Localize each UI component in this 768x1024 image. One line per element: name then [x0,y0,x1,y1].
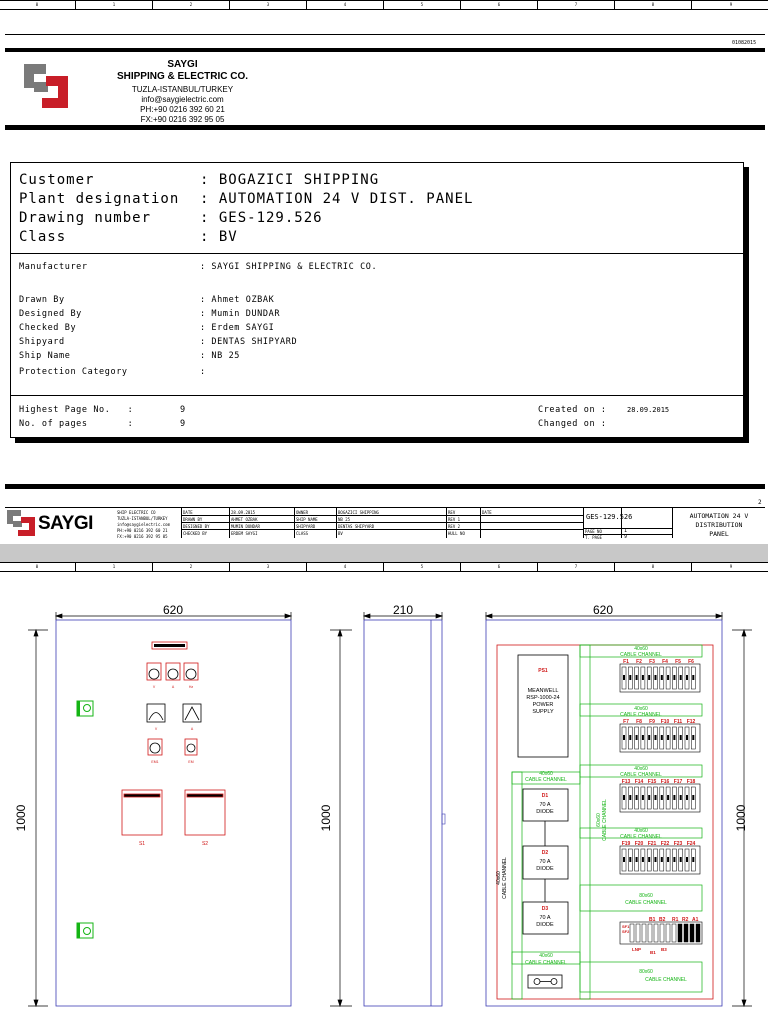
page-number: 2 [758,499,762,506]
fuse-terminal-dot [629,795,631,800]
fuse-terminal-dot [661,735,663,740]
channel-label: CABLE CHANNEL [645,977,687,983]
tb-title-line: PANEL [709,530,729,538]
ship-name-label: Ship Name [19,351,71,361]
side-height-dim: 1000 [319,804,333,832]
tb-designed-value: MUMIN DUNDAR [231,524,260,529]
fuse-terminal-dot [680,675,682,680]
fuse-terminal-dot [623,857,625,862]
fuse-label: F12 [686,719,696,725]
changed-on-label: Changed on : [538,419,607,429]
diode-label: DIODE [536,866,554,872]
side-panel [364,620,442,1006]
relay-terminal [648,924,652,942]
button-label: EM1 [151,760,159,764]
power-supply-id: PS1 [538,668,548,674]
ruler-mark: 6 [497,564,501,569]
manufacturer-value: : SAYGI SHIPPING & ELECTRIC CO. [200,262,378,272]
channel-label: CABLE CHANNEL [502,857,508,899]
class-label: Class [19,229,67,245]
fuse-terminal-dot [629,735,631,740]
relay-label: SF2 [622,929,630,934]
designed-by-value: : Mumin DUNDAR [200,309,281,319]
protection-category-value: : [200,367,206,377]
fuse-terminal-dot [636,735,638,740]
fuse-terminal-dot [661,795,663,800]
tb-rev1-label: REV 1 [448,517,461,522]
company-phone: PH:+90 0216 392 60 21 [140,105,225,114]
saygi-logo-icon [24,64,70,112]
fuse-terminal-dot [636,675,638,680]
channel-label: CABLE CHANNEL [620,772,662,778]
fuse-terminal-dot [629,675,631,680]
created-on-label: Created on : [538,405,607,415]
fuse-terminal-dot [623,675,625,680]
channel-label: CABLE CHANNEL [602,799,608,841]
relay-label: R1 [672,917,679,923]
interior-view [486,612,752,1006]
tb-rev-label: REV [448,510,456,515]
diode-rating: 70 A [539,859,551,865]
fuse-terminal-dot [623,735,625,740]
relay-terminal-row [620,922,702,944]
page-gap [0,544,768,562]
ruler-mark: 3 [266,564,270,569]
shipyard-label: Shipyard [19,337,65,347]
fuse-terminal-dot [673,795,675,800]
drawing-number-label: Drawing number [19,210,152,226]
fuse-terminal-dot [642,735,644,740]
fuse-terminal-dot [680,857,682,862]
relay-terminal [654,924,658,942]
indicator-label: A [190,727,194,731]
tb-company-line: TUZLA-ISTANBUL/TURKEY [117,516,168,521]
fuse-terminal-dot [642,857,644,862]
power-supply-line: MEANWELL [527,688,559,694]
diode-rating: 70 A [539,802,551,808]
diode-label: DIODE [536,922,554,928]
fuse-terminal-dot [680,795,682,800]
tb-hull-label: HULL NO [448,531,465,536]
relay-label: R2 [682,917,689,923]
tb-checked-value: ERDEM SAYGI [231,531,258,536]
fuse-terminal-dot [642,675,644,680]
relay-terminal [630,924,634,942]
fuse-label: F4 [662,659,668,665]
diode-id: D2 [541,850,549,856]
fuse-terminal-dot [692,675,694,680]
highest-page-value: 9 [180,405,186,415]
tb-checked-label: CHECKED BY [183,531,208,536]
tb-company-line: info@saygielectric.com [117,522,170,527]
tb-shipyard-label: SHIPYARD [296,524,316,529]
checked-by-value: : Erdem SAYGI [200,323,275,333]
channel-label: 40x60 [634,706,648,712]
fuse-terminal-dot [667,735,669,740]
manufacturer-label: Manufacturer [19,262,88,272]
ship-name-value: : NB 25 [200,351,241,361]
diode-id: D3 [541,906,549,912]
fuse-terminal-dot [667,675,669,680]
meter-row [147,663,198,680]
channel-label: 80x60 [639,893,653,899]
meter-label: A [171,685,175,689]
fuse-terminal-dot [661,675,663,680]
ruler-mark: 7 [574,2,578,7]
diode-id: D1 [541,793,549,799]
channel-label: 40x60 [539,771,553,777]
fuse-label: F19 [621,841,631,847]
tb-total-label: T. PAGE [585,535,602,540]
fuse-label: F22 [660,841,670,847]
ruler-mark: 6 [497,2,501,7]
drawn-by-label: Drawn By [19,295,65,305]
channel-label: 40x60 [496,871,502,885]
channel-label: CABLE CHANNEL [620,834,662,840]
front-height-dim: 1000 [14,804,28,832]
company-name: SAYGI [167,59,198,70]
ruler-mark: 3 [266,2,270,7]
fuse-label: F21 [647,841,657,847]
relay-terminal [690,924,694,942]
front-width-dim: 620 [162,603,184,617]
fuse-terminal-dot [629,857,631,862]
button-label: EM [188,760,194,764]
indicator-label: V [154,727,158,731]
power-supply-line: POWER [532,702,554,708]
power-supply-line: RSP-1000-24 [526,695,560,701]
relay-label: B2 [659,917,666,923]
fuse-label: F24 [686,841,696,847]
channel-label: CABLE CHANNEL [620,712,662,718]
panel-layout-sheet [0,562,768,1024]
relay-label: B1 [650,950,656,955]
title-block-logo-icon [7,510,37,538]
tb-title-line: DISTRIBUTION [695,521,743,529]
fuse-terminal-dot [648,735,650,740]
ruler-mark: 8 [651,564,655,569]
fuse-terminal-dot [680,735,682,740]
diode-rating: 70 A [539,915,551,921]
fuse-terminal-dot [686,675,688,680]
ruler-mark: 9 [729,2,733,7]
fuse-label: F17 [673,779,683,785]
fuse-label: F13 [621,779,631,785]
ruler-mark: 7 [574,564,578,569]
diode-label: DIODE [536,809,554,815]
handle-icon [528,975,562,988]
fuse-terminal-dot [655,857,657,862]
fuse-terminal-dot [655,795,657,800]
relay-label: B3 [661,947,667,952]
relay-terminal [684,924,688,942]
tb-owner-label: OWNER [296,510,309,515]
fuse-terminal-dot [642,795,644,800]
relay-terminal [642,924,646,942]
fuse-terminal-dot [655,675,657,680]
ruler-mark: 0 [35,2,39,7]
fuse-label: F5 [675,659,681,665]
company-email: info@saygielectric.com [141,95,224,104]
column-ruler [0,0,768,10]
no-of-pages-value: 9 [180,419,186,429]
fuse-label: F16 [660,779,670,785]
relay-terminal [660,924,664,942]
fuse-label: F7 [623,719,629,725]
meter-label: Hz [188,685,194,689]
side-view [330,612,442,1006]
fuse-terminal-dot [673,857,675,862]
fuse-terminal-dot [655,735,657,740]
customer-value: : BOGAZICI SHIPPING [200,172,380,188]
fuse-terminal-dot [661,857,663,862]
tb-company-line: SHIP ELECTRIC CO [117,510,156,515]
company-subname: SHIPPING & ELECTRIC CO. [116,71,249,82]
drawing-number-value: : GES-129.526 [200,210,323,226]
fuse-label: F20 [634,841,644,847]
ruler-mark: 4 [343,2,347,7]
fuse-terminal-dot [686,735,688,740]
relay-terminal [636,924,640,942]
relay-terminal [696,924,700,942]
switch-label: S1 [138,841,146,847]
panel-drawing [0,562,768,1024]
fuse-terminal-dot [667,857,669,862]
tb-rev-date-label: DATE [482,510,492,515]
tb-class-value: BV [338,531,343,536]
tb-page-value: 1 [624,528,628,534]
relay-terminal [666,924,670,942]
protection-category-label: Protection Category [19,367,128,377]
tb-date-label: DATE [183,510,193,515]
tb-ship-label: SHIP NAME [296,517,318,522]
switch-label: S2 [201,841,209,847]
fuse-terminal-dot [692,735,694,740]
lock-icon [77,701,93,938]
class-value: : BV [200,229,238,245]
fuse-label: F8 [636,719,642,725]
relay-terminal [672,924,676,942]
fuse-terminal-dot [636,795,638,800]
fuse-label: F3 [649,659,655,665]
title-block-logo-text: SAYGI [38,513,93,534]
meter-label: V [152,685,156,689]
highest-page-label: Highest Page No. : [19,405,134,415]
fuse-label: F2 [636,659,642,665]
no-of-pages-label: No. of pages : [19,419,134,429]
tb-date-value: 28.09.2015 [231,510,256,515]
tb-total-value: 9 [624,534,628,540]
tb-owner-value: BOGAZICI SHIPPING [338,510,379,515]
relay-label: A1 [692,917,699,923]
tb-page-label: PAGE NO [585,529,602,534]
ruler-mark: 1 [112,564,116,569]
channel-label: 40x60 [634,828,648,834]
fuse-terminal-dot [673,675,675,680]
relay-label: SF1 [622,924,630,929]
ruler-mark: 9 [729,564,733,569]
fuse-label: F18 [686,779,696,785]
checked-by-label: Checked By [19,323,77,333]
relay-label: LNP [632,947,641,952]
customer-label: Customer [19,172,95,188]
fuse-terminal-dot [686,857,688,862]
fuse-terminal-dot [636,857,638,862]
fuse-terminal-dot [648,857,650,862]
fuse-terminal-dot [648,795,650,800]
relay-label: B1 [649,917,656,923]
ruler-mark: 4 [343,564,347,569]
ruler-mark: 1 [112,2,116,7]
ruler-mark: 5 [420,2,424,7]
interior-width-dim: 620 [592,603,614,617]
tb-rev2-label: REV 2 [448,524,461,529]
relay-terminal [678,924,682,942]
ruler-mark: 0 [35,564,39,569]
channel-label: CABLE CHANNEL [525,960,567,966]
fuse-terminal-dot [686,795,688,800]
channel-label: 40x60 [539,953,553,959]
channel-label: CABLE CHANNEL [525,777,567,783]
interior-height-dim: 1000 [734,804,748,832]
fuse-label: F11 [673,719,683,725]
fuse-label: F6 [688,659,694,665]
tb-drawing-number: GES-129.526 [586,513,633,521]
tb-drawn-label: DRAWN BY [183,517,203,522]
created-on-value: 28.09.2015 [627,406,670,414]
front-view [28,612,291,1006]
ruler-mark: 2 [189,564,193,569]
fuse-label: F9 [649,719,655,725]
fuse-terminal-dot [673,735,675,740]
side-width-dim: 210 [392,603,414,617]
fuse-terminal-dot [692,857,694,862]
fuse-terminal-dot [692,795,694,800]
fuse-label: F23 [673,841,683,847]
tb-company-line: PH:+90 0216 392 60 21 [117,528,168,533]
tb-drawn-value: AHMET OZBAK [231,517,258,522]
channel-label: 80x60 [639,969,653,975]
designed-by-label: Designed By [19,309,82,319]
power-supply-line: SUPPLY [532,709,554,715]
company-address: TUZLA-ISTANBUL/TURKEY [131,85,234,94]
document-code: 01082015 [732,40,757,46]
shipyard-value: : DENTAS SHIPYARD [200,337,298,347]
fuse-label: F15 [647,779,657,785]
ruler-mark: 5 [420,564,424,569]
channel-label: 60x60 [596,813,602,827]
plant-designation-label: Plant designation [19,191,180,207]
tb-company-line: FX:+90 0216 392 95 05 [117,534,168,539]
fuse-label: F1 [623,659,629,665]
company-fax: FX:+90 0216 392 95 05 [140,115,225,124]
front-panel-door [56,620,291,1006]
fuse-label: F10 [660,719,670,725]
tb-title-line: AUTOMATION 24 V [689,512,749,520]
channel-label: CABLE CHANNEL [625,900,667,906]
fuse-terminal-dot [623,795,625,800]
fuse-terminal-dot [667,795,669,800]
fuse-terminal-dot [648,675,650,680]
channel-label: CABLE CHANNEL [620,652,662,658]
ruler-mark: 8 [651,2,655,7]
fuse-label: F14 [634,779,644,785]
ruler-mark: 2 [189,2,193,7]
channel-label: 40x60 [634,646,648,652]
channel-label: 40x60 [634,766,648,772]
tb-ship-value: NB 25 [338,517,351,522]
tb-shipyard-value: DENTAS SHIPYARD [338,524,375,529]
drawn-by-value: : Ahmet OZBAK [200,295,275,305]
tb-class-label: CLASS [296,531,309,536]
plant-designation-value: : AUTOMATION 24 V DIST. PANEL [200,191,474,207]
tb-designed-label: DESIGNED BY [183,524,210,529]
